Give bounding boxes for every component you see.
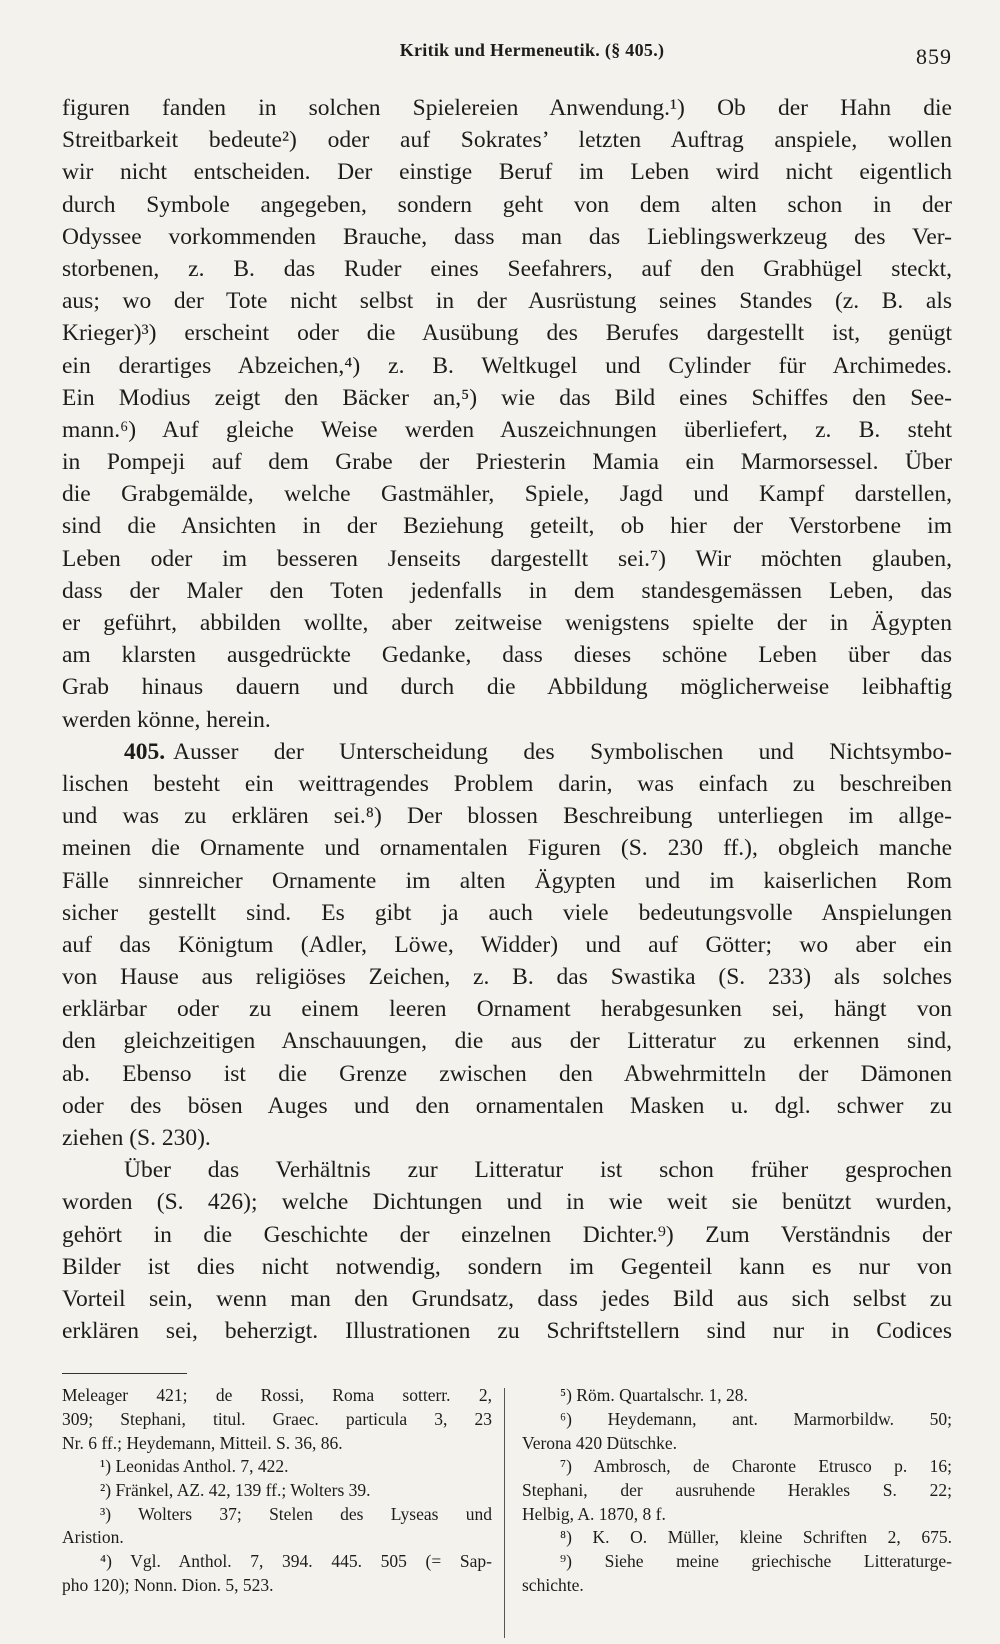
text-line-content: Odyssee vorkommenden Brauche, dass man das Lieblingswerkzeug des Ver- <box>62 223 952 250</box>
text-line-content: in Pompeji auf dem Grabe der Priesterin Mamia ein Marmorsessel. Über <box>62 449 952 476</box>
text-line-content: ab. Ebenso ist die Grenze zwischen den Abwehrmitteln der Dämonen <box>62 1060 952 1087</box>
text-line <box>62 253 952 285</box>
text-line <box>62 543 952 575</box>
text-line-content: von Hause aus religiöses Zeichen, z. B. das Swastika (S. 233) als solches <box>62 964 952 991</box>
text-line-content: gehört in die Geschichte der einzelnen Dichter.⁹) Zum Verständnis der <box>62 1221 952 1248</box>
footnote-line: ⁸) K. O. Müller, kleine Schriften 2, 675. <box>560 1527 952 1548</box>
text-line <box>62 189 952 221</box>
text-line <box>62 865 952 897</box>
text-line-content: die Grabgemälde, welche Gastmähler, Spiele, Jagd und Kampf darstellen, <box>62 481 952 508</box>
text-line-content: lischen besteht ein weittragendes Problem darin, was einfach zu beschreiben <box>62 770 952 797</box>
text-line-content: Krieger)³) erscheint oder die Ausübung des Berufes dargestellt ist, genügt <box>62 320 952 347</box>
text-line-content: Leben oder im besseren Jenseits dargestellt sei.⁷) Wir möchten glauben, <box>62 545 952 572</box>
text-line <box>62 639 952 671</box>
text-line-content: und was zu erklären sei.⁸) Der blossen Beschreibung unterliegen im allge- <box>62 803 952 830</box>
text-line <box>62 1058 952 1090</box>
footnote-line: ⁴) Vgl. Anthol. 7, 394. 445. 505 (= Sap- <box>100 1551 492 1572</box>
text-line <box>62 1122 952 1154</box>
footnotes-right-column <box>522 1384 952 1597</box>
text-line <box>62 1219 952 1251</box>
footnote-line: ⁶) Heydemann, ant. Marmorbildw. 50; <box>560 1409 952 1429</box>
text-line <box>62 221 952 253</box>
text-line-content: Bilder ist dies nicht notwendig, sondern im Gegenteil kann es nur von <box>62 1253 952 1280</box>
footnote-line: Stephani, der ausruhende Herakles S. 22; <box>522 1480 952 1501</box>
footnote-line: ⁵) Röm. Quartalschr. 1, 28. <box>560 1385 748 1406</box>
text-line <box>62 832 952 864</box>
text-line <box>62 510 952 542</box>
text-line <box>62 671 952 703</box>
footnote-line: schichte. <box>522 1574 584 1595</box>
text-line <box>62 961 952 993</box>
text-line-content: Vorteil sein, wenn man den Grundsatz, dass jedes Bild aus sich selbst zu <box>62 1285 952 1312</box>
running-head: Kritik und Hermeneutik. (§ 405.) <box>399 40 665 60</box>
text-line <box>62 124 952 156</box>
footnotes <box>62 1384 952 1644</box>
book-page <box>62 40 952 1644</box>
text-line-content: Ausser der Unterscheidung des Symbolischen und Nichtsymbo- <box>173 738 952 765</box>
text-line <box>62 736 952 768</box>
text-line <box>62 1154 952 1186</box>
text-line <box>62 897 952 929</box>
text-line <box>62 993 952 1025</box>
page-header <box>62 40 952 84</box>
text-line <box>62 382 952 414</box>
text-line-content: ein derartiges Abzeichen,⁴) z. B. Weltkugel und Cylinder für Archimedes. <box>62 352 952 379</box>
footnote-line: pho 120); Nonn. Dion. 5, 523. <box>62 1574 274 1595</box>
text-line-content: durch Symbole angegeben, sondern geht von dem alten schon in der <box>62 191 952 218</box>
text-line <box>62 285 952 317</box>
text-line <box>62 1186 952 1218</box>
text-line <box>62 929 952 961</box>
footnote-line: ⁹) Siehe meine griechische Litteraturge- <box>560 1551 952 1572</box>
body-text <box>62 92 952 1347</box>
text-line-content: auf das Königtum (Adler, Löwe, Widder) und auf Götter; wo aber ein <box>62 931 952 958</box>
text-line-content: wir nicht entscheiden. Der einstige Beruf im Leben wird nicht eigentlich <box>62 159 952 186</box>
text-line-content: Grab hinaus dauern und durch die Abbildung möglicherweise leibhaftig <box>62 674 952 701</box>
text-line <box>62 575 952 607</box>
text-line-content: sicher gestellt sind. Es gibt ja auch viele bedeutungsvolle Anspielungen <box>62 899 952 926</box>
text-line-content: worden (S. 426); welche Dichtungen und in wie weit sie benützt wurden, <box>62 1189 952 1216</box>
text-line <box>62 1025 952 1057</box>
footnotes-left-column <box>62 1384 492 1597</box>
text-line-content: mann.⁶) Auf gleiche Weise werden Auszeichnungen überliefert, z. B. steht <box>62 416 952 443</box>
footnote-line: Nr. 6 ff.; Heydemann, Mitteil. S. 36, 86. <box>62 1432 343 1453</box>
footnote-column-divider <box>504 1388 505 1638</box>
text-line <box>62 92 952 124</box>
text-line <box>62 607 952 639</box>
text-line <box>62 1283 952 1315</box>
text-line <box>62 1251 952 1283</box>
text-line-content: er geführt, abbilden wollte, aber zeitweise wenigstens spielte der in Ägypten <box>62 610 952 636</box>
footnote-line: ¹) Leonidas Anthol. 7, 422. <box>100 1456 289 1477</box>
footnote-line: Helbig, A. 1870, 8 f. <box>522 1503 666 1524</box>
text-line-content: storbenen, z. B. das Ruder eines Seefahrers, auf den Grabhügel steckt, <box>62 255 952 282</box>
text-line-content: meinen die Ornamente und ornamentalen Figuren (S. 230 ff.), obgleich manche <box>62 835 952 862</box>
text-line <box>62 800 952 832</box>
page-number: 859 <box>916 44 952 69</box>
text-line-content: oder des bösen Auges und den ornamentalen Masken u. dgl. schwer zu <box>62 1092 952 1119</box>
text-line-content: Ein Modius zeigt den Bäcker an,⁵) wie das Bild eines Schiffes den See- <box>62 384 952 411</box>
footnote-line: Meleager 421; de Rossi, Roma sotterr. 2, <box>62 1385 492 1406</box>
footnote-rule <box>62 1373 187 1374</box>
footnote-line: Verona 420 Dütschke. <box>522 1432 678 1453</box>
text-line <box>62 768 952 800</box>
text-line <box>62 704 952 736</box>
text-line-content: Über das Verhältnis zur Litteratur ist schon früher gesprochen <box>124 1157 952 1184</box>
text-line <box>62 446 952 478</box>
text-line-content: Streitbarkeit bedeute²) oder auf Sokrates’ letzten Auftrag anspiele, wollen <box>62 127 952 154</box>
footnote-line: ⁷) Ambrosch, de Charonte Etrusco p. 16; <box>560 1456 952 1477</box>
section-number: 405. <box>124 738 166 765</box>
text-line-content: erklären sei, beherzigt. Illustrationen zu Schriftstellern sind nur in Codices <box>62 1318 952 1345</box>
footnote-line: Aristion. <box>62 1527 124 1548</box>
footnote-line: ²) Fränkel, AZ. 42, 139 ff.; Wolters 39. <box>100 1480 371 1501</box>
text-line-content: aus; wo der Tote nicht selbst in der Ausrüstung seines Standes (z. B. als <box>62 288 952 315</box>
text-line <box>62 350 952 382</box>
text-line-content: Fälle sinnreicher Ornamente im alten Ägypten und im kaiserlichen Rom <box>62 867 952 894</box>
footnote-line: 309; Stephani, titul. Graec. particula 3, 23 <box>62 1409 492 1429</box>
text-line-content: den gleichzeitigen Anschauungen, die aus der Litteratur zu erkennen sind, <box>62 1028 952 1055</box>
text-line-content: dass der Maler den Toten jedenfalls in dem standesgemässen Leben, das <box>62 577 952 604</box>
text-line-content: werden könne, herein. <box>62 706 271 733</box>
text-line <box>62 317 952 349</box>
text-line <box>62 156 952 188</box>
text-line-content: sind die Ansichten in der Beziehung geteilt, ob hier der Verstorbene im <box>62 513 952 540</box>
text-line <box>62 414 952 446</box>
text-line <box>62 1090 952 1122</box>
text-line-content: figuren fanden in solchen Spielereien Anwendung.¹) Ob der Hahn die <box>62 95 952 121</box>
text-line <box>62 1315 952 1347</box>
footnote-line: ³) Wolters 37; Stelen des Lyseas und <box>100 1503 492 1524</box>
text-line-content: am klarsten ausgedrückte Gedanke, dass dieses schöne Leben über das <box>62 642 952 669</box>
text-line <box>62 478 952 510</box>
text-line-content: erklärbar oder zu einem leeren Ornament herabgesunken sei, hängt von <box>62 996 952 1023</box>
text-line-content: ziehen (S. 230). <box>62 1125 211 1151</box>
